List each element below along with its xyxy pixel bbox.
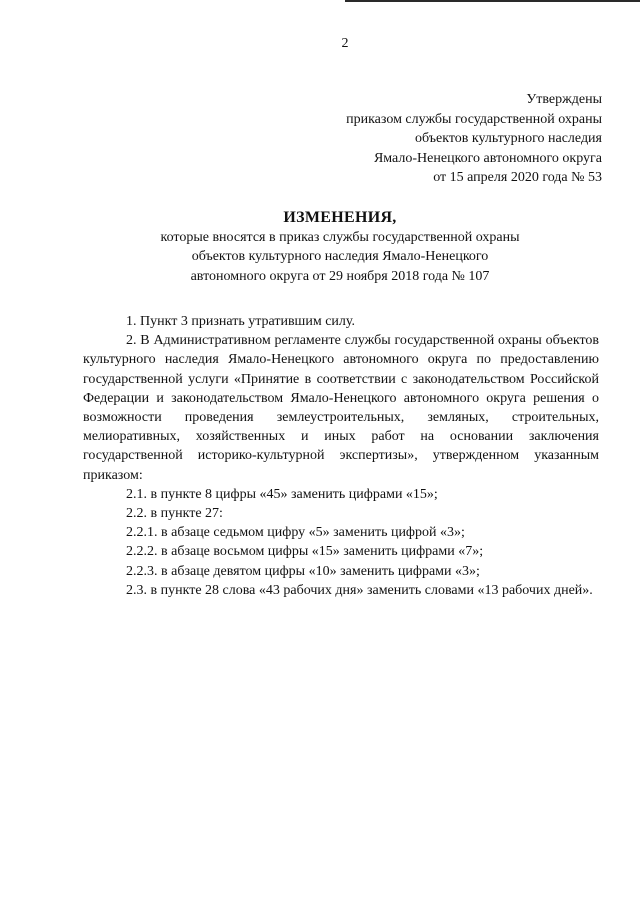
approval-line: от 15 апреля 2020 года № 53 — [433, 170, 602, 185]
approval-block — [346, 90, 602, 188]
page-number: 2 — [341, 36, 349, 51]
document-heading: ИЗМЕНЕНИЯ, — [283, 209, 397, 226]
paragraph-item-2-1: 2.1. в пункте 8 цифры «45» заменить цифрами «15»; — [126, 486, 438, 502]
document-body — [83, 312, 599, 600]
approval-line: приказом службы государственной охраны — [346, 111, 602, 127]
approval-line: объектов культурного наследия — [414, 131, 602, 146]
paragraph-item-2-2-3: 2.2.3. в абзаце девятом цифры «10» заменить цифрами «3»; — [126, 563, 480, 579]
paragraph-item-2-2: 2.2. в пункте 27: — [126, 506, 223, 522]
paragraph-item-2-2-2: 2.2.2. в абзаце восьмом цифры «15» заменить цифрами «7»; — [126, 544, 484, 560]
paragraph-item-2: 2. В Административном регламенте службы государственной охраны объектов культурного наследия Ямало-Ненецкого автономного округа по предоставлению государственной услуги «Принятие в соответствии с законодательством Российской Федерации и законодательством Ямало-Ненецкого автономного округа решения о возможности проведения землеустроительных, земляных, строительных, мелиоративных, хозяйственных и иных работ на основании заключения государственной историко-культурной экспертизы», утвержденном указанным приказом: — [83, 333, 599, 483]
document-title-block — [0, 208, 640, 286]
paragraph-item-2-2-1: 2.2.1. в абзаце седьмом цифру «5» заменить цифрой «3»; — [126, 525, 465, 541]
title-line: объектов культурного наследия Ямало-Ненецкого — [191, 249, 489, 264]
approval-line: Ямало-Ненецкого автономного округа — [373, 150, 602, 166]
approval-line: Утверждены — [526, 92, 602, 107]
title-line: которые вносятся в приказ службы государственной охраны — [160, 229, 520, 245]
scan-edge-line — [345, 0, 640, 2]
paragraph-item-2-3: 2.3. в пункте 28 слова «43 рабочих дня» заменить словами «13 рабочих дней». — [126, 582, 593, 598]
paragraph-item-1: 1. Пункт 3 признать утратившим силу. — [126, 314, 355, 329]
title-line: автономного округа от 29 ноября 2018 года № 107 — [190, 268, 490, 284]
